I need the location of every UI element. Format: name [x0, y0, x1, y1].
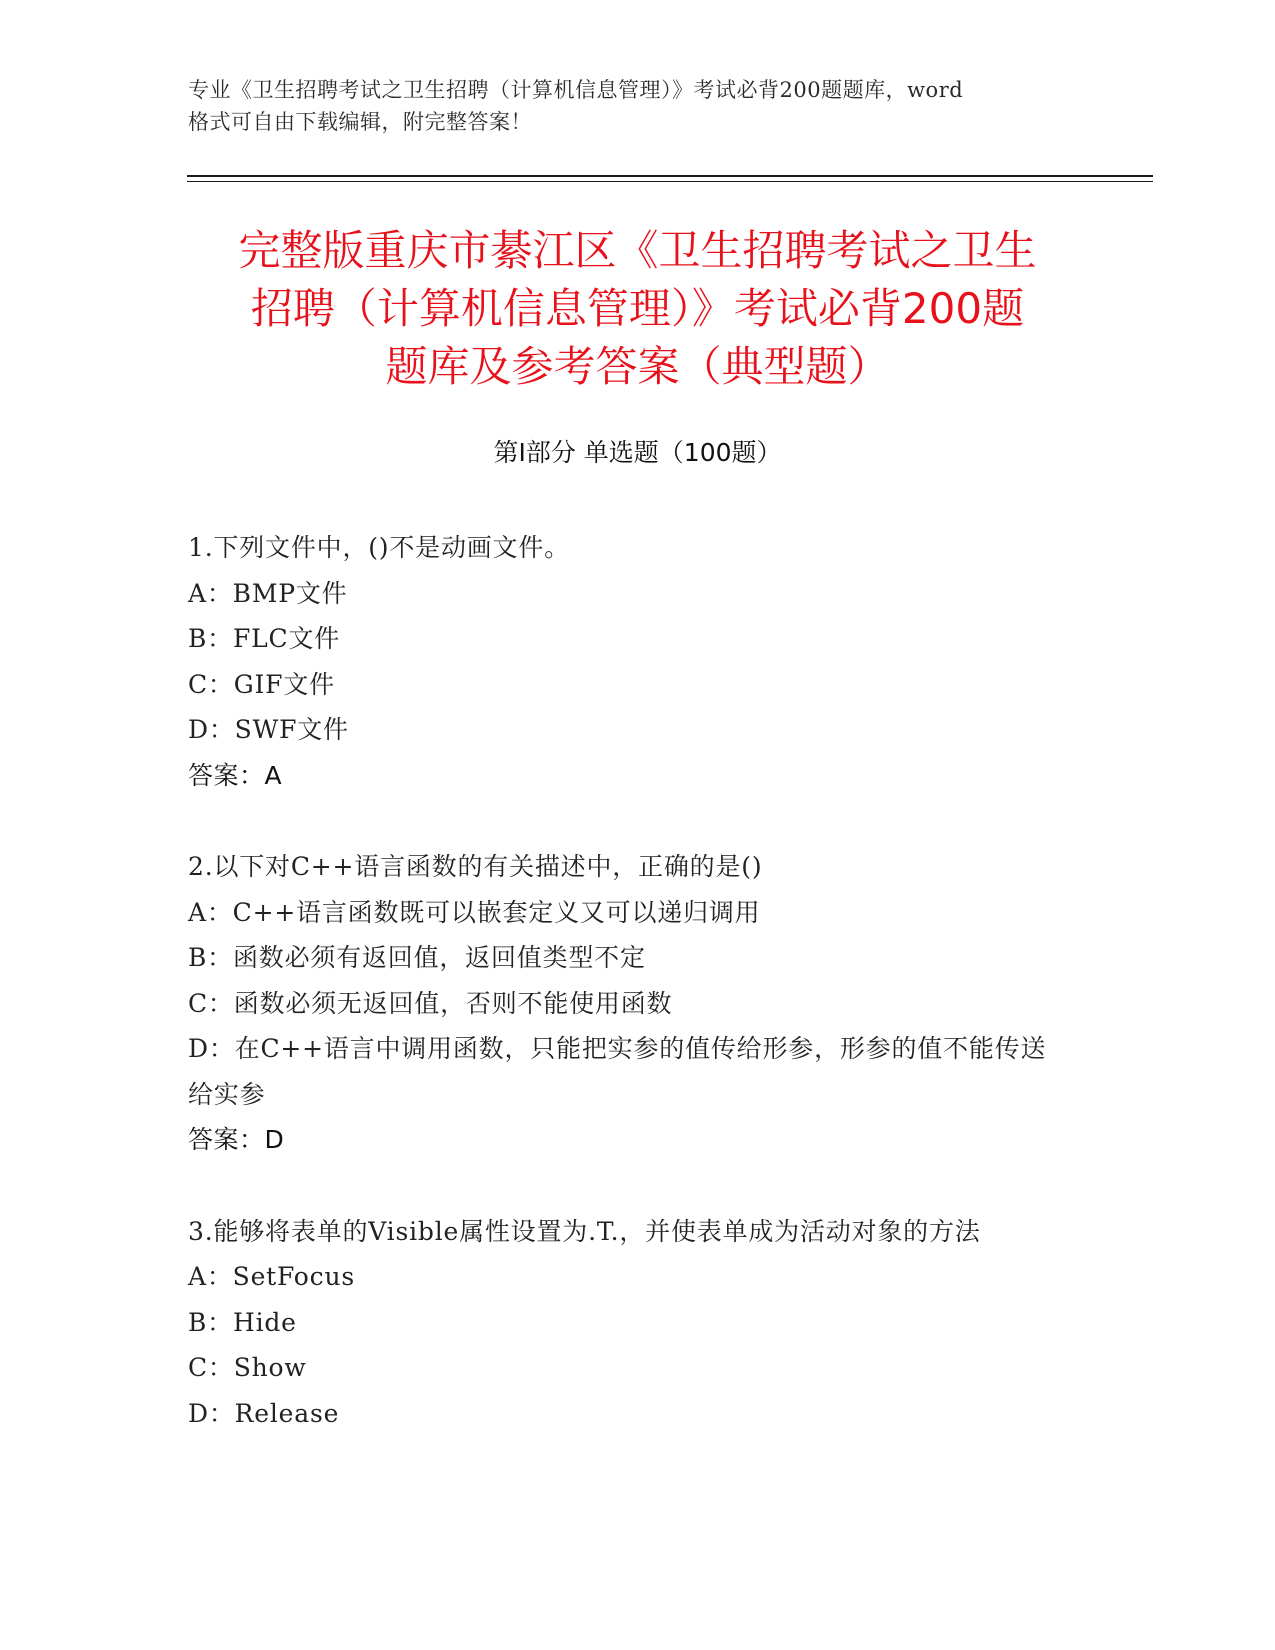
header-note-line-2: 格式可自由下载编辑，附完整答案！	[188, 110, 532, 134]
question-stem: 3.能够将表单的Visible属性设置为.T.，并使表单成为活动对象的方法	[188, 1216, 981, 1246]
section-title: 第Ⅰ部分 单选题（100题）	[493, 438, 782, 467]
question-list	[188, 525, 1068, 1482]
header-rule-thin	[187, 181, 1153, 182]
title-line-1: 完整版重庆市綦江区《卫生招聘考试之卫生	[238, 226, 1037, 275]
question-2	[188, 844, 1068, 1163]
option-c: C：Show	[188, 1353, 307, 1382]
option-d: D：SWF文件	[188, 715, 349, 744]
title-line-2: 招聘（计算机信息管理）》考试必背200题	[250, 284, 1025, 333]
option-d: D：Release	[188, 1398, 340, 1428]
option-a: A：C++语言函数既可以嵌套定义又可以递归调用	[188, 897, 761, 927]
header-note-line-1: 专业《卫生招聘考试之卫生招聘（计算机信息管理）》考试必背200题题库，word	[188, 78, 964, 102]
header-rule-thick	[187, 175, 1153, 177]
option-a: A：BMP文件	[188, 578, 348, 608]
answer: 答案：A	[188, 760, 283, 790]
question-3	[188, 1209, 1068, 1437]
option-d: D：在C++语言中调用函数，只能把实参的值传给形参，形参的值不能传送给实参	[188, 1034, 1047, 1109]
question-stem: 1.下列文件中，()不是动画文件。	[188, 533, 570, 562]
option-c: C：GIF文件	[188, 669, 335, 699]
option-b: B：函数必须有返回值，返回值类型不定	[188, 943, 646, 972]
option-c: C：函数必须无返回值，否则不能使用函数	[188, 988, 673, 1018]
document-title	[190, 222, 1085, 396]
answer: 答案：D	[188, 1125, 285, 1154]
option-b: B：Hide	[188, 1307, 297, 1337]
option-b: B：FLC文件	[188, 624, 341, 653]
header-note	[188, 74, 1088, 138]
option-a: A：SetFocus	[188, 1262, 355, 1291]
question-1	[188, 525, 1068, 798]
question-stem: 2.以下对C++语言函数的有关描述中，正确的是()	[188, 852, 763, 881]
title-line-3: 题库及参考答案（典型题）	[385, 342, 890, 391]
